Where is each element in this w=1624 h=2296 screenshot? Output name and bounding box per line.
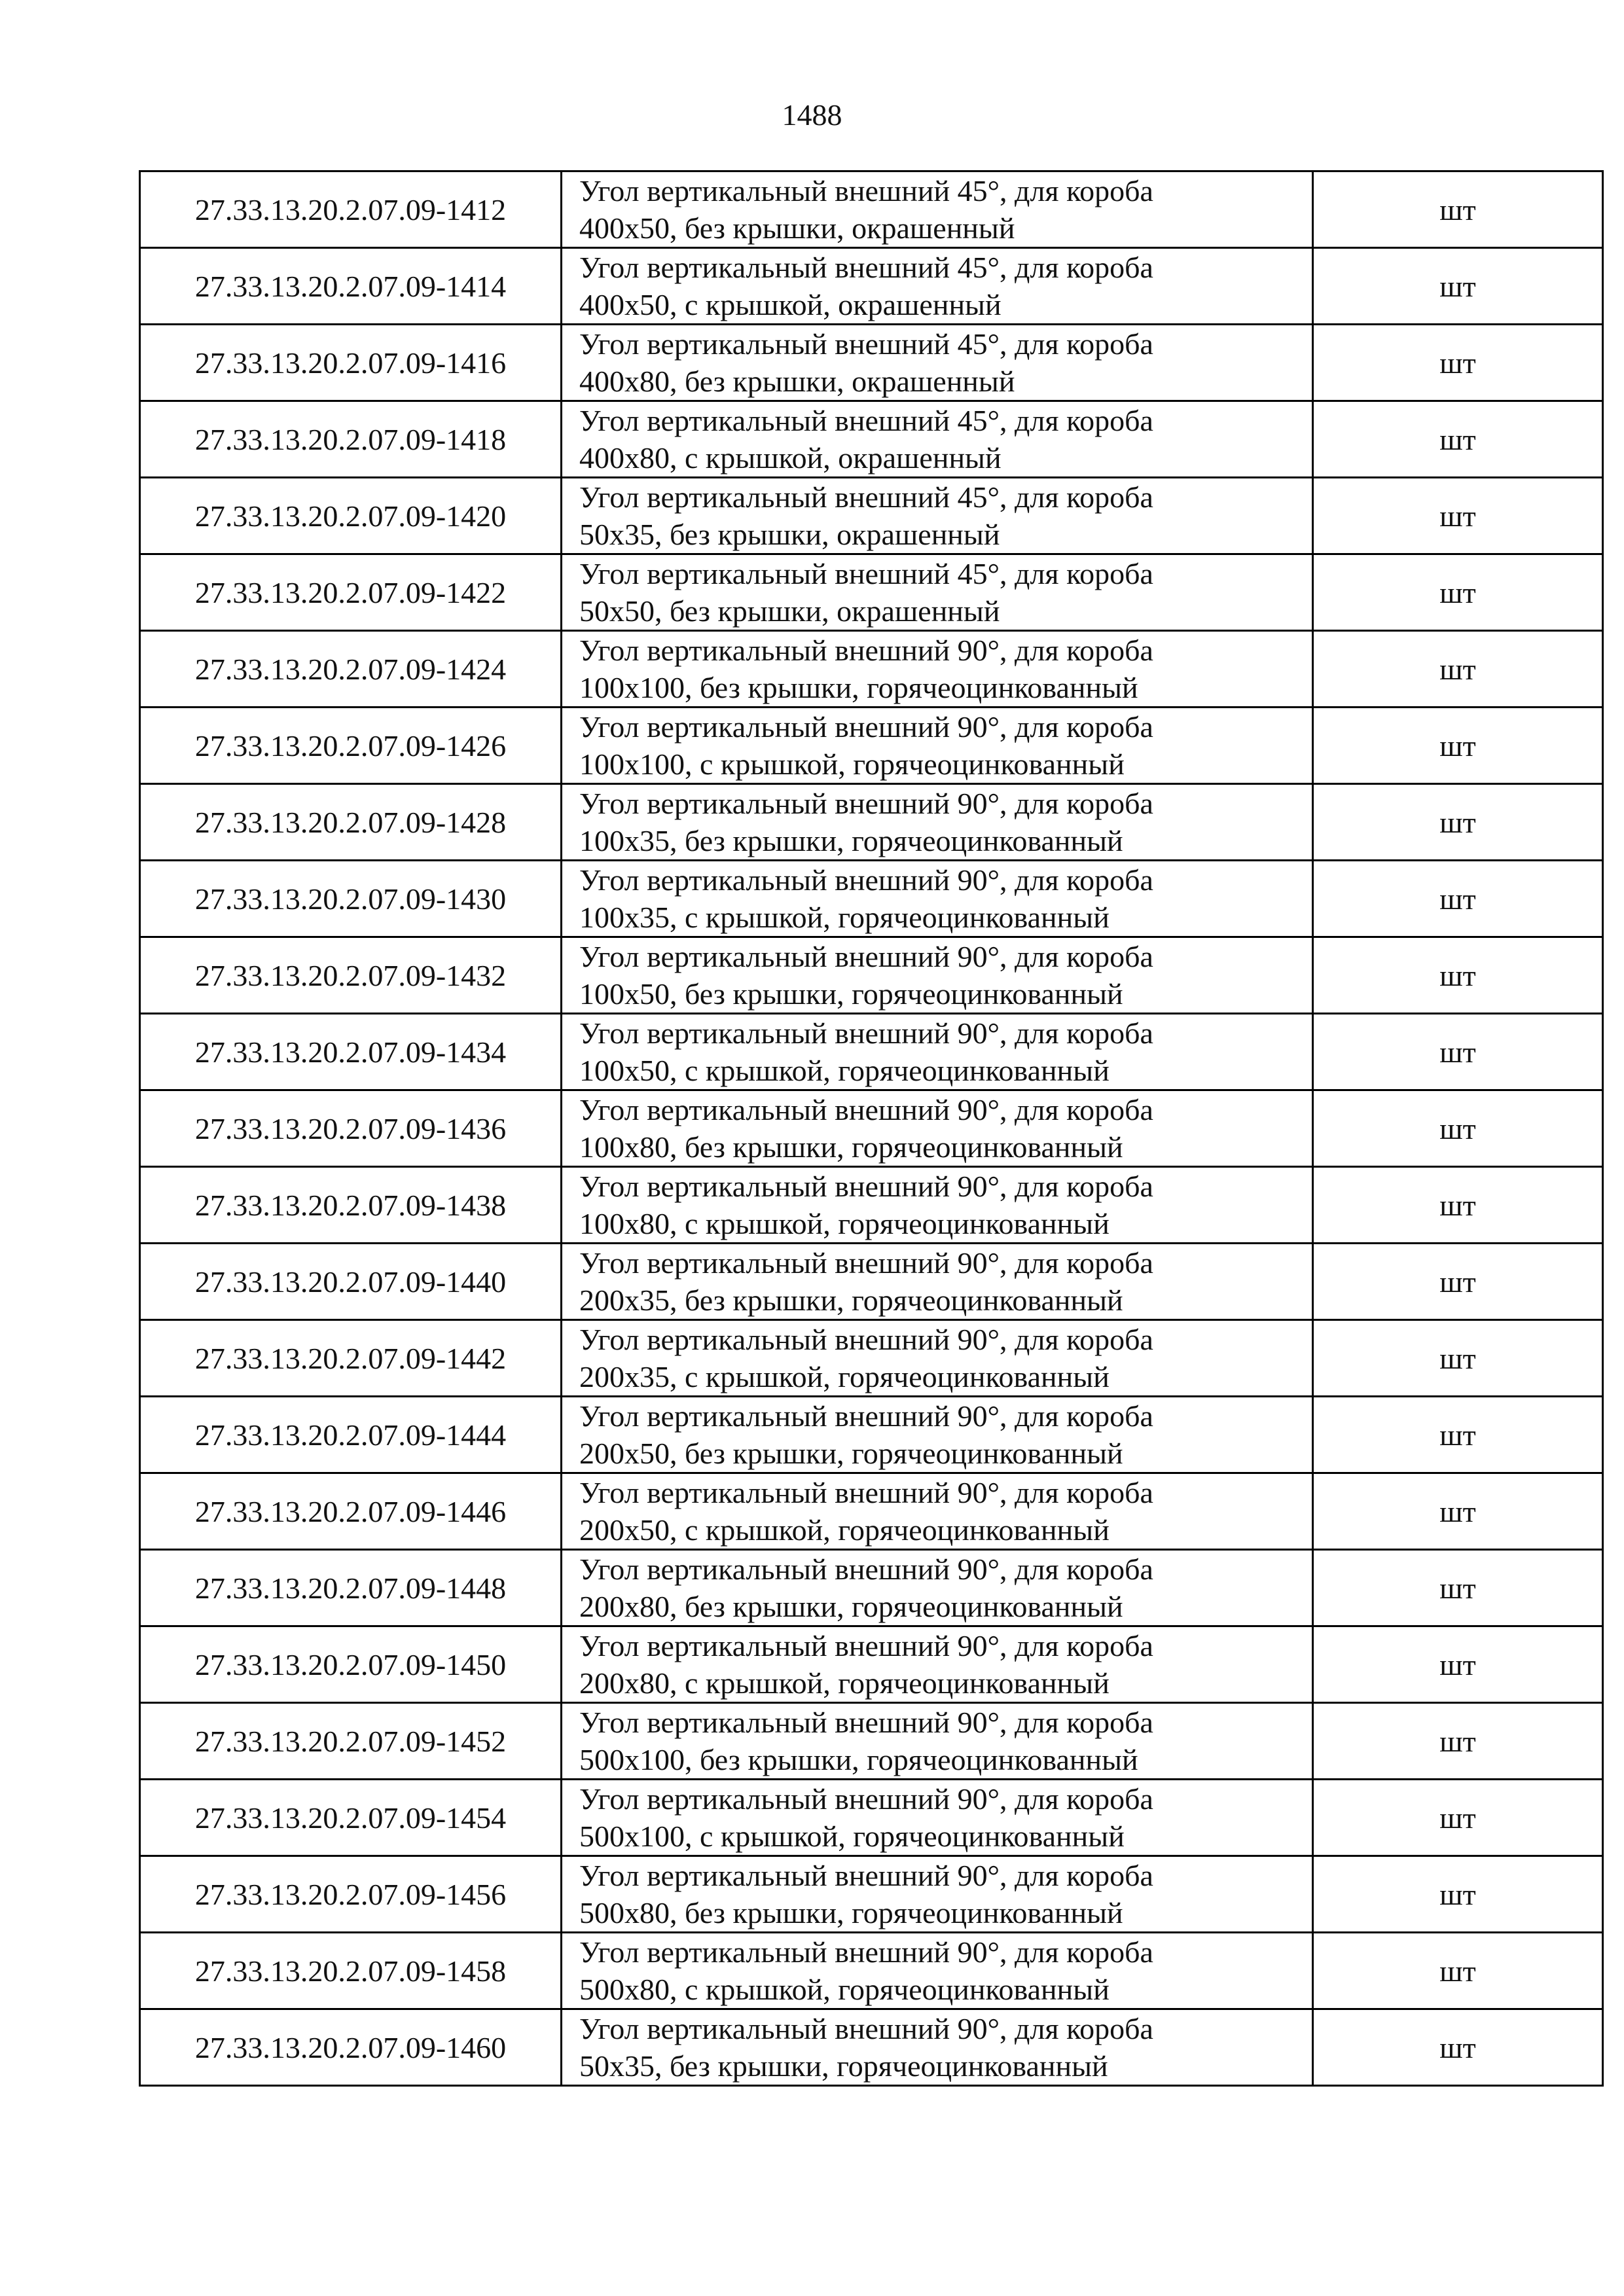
item-unit: шт (1313, 1397, 1603, 1473)
item-name-line-1: Угол вертикальный внешний 90°, для короба (579, 1706, 1153, 1739)
item-name (562, 554, 1313, 631)
table-row (140, 325, 1603, 401)
table-row (140, 1856, 1603, 1933)
item-name-line-2: 100х100, без крышки, горячеоцинкованный (579, 671, 1138, 704)
item-name-line-2: 400х80, с крышкой, окрашенный (579, 441, 1001, 475)
item-code: 27.33.13.20.2.07.09-1412 (140, 171, 562, 248)
item-code: 27.33.13.20.2.07.09-1458 (140, 1933, 562, 2009)
item-name-line-1: Угол вертикальный внешний 90°, для короба (579, 940, 1153, 973)
item-name (562, 861, 1313, 937)
item-code: 27.33.13.20.2.07.09-1416 (140, 325, 562, 401)
item-code: 27.33.13.20.2.07.09-1430 (140, 861, 562, 937)
item-name (562, 1703, 1313, 1780)
item-unit: шт (1313, 784, 1603, 861)
item-code: 27.33.13.20.2.07.09-1452 (140, 1703, 562, 1780)
item-unit: шт (1313, 1703, 1603, 1780)
item-code: 27.33.13.20.2.07.09-1418 (140, 401, 562, 478)
item-code: 27.33.13.20.2.07.09-1414 (140, 248, 562, 325)
item-name (562, 1014, 1313, 1090)
item-name-line-1: Угол вертикальный внешний 90°, для короба (579, 710, 1153, 744)
item-code: 27.33.13.20.2.07.09-1420 (140, 478, 562, 554)
table-row (140, 1473, 1603, 1550)
item-name-line-1: Угол вертикальный внешний 90°, для короба (579, 1399, 1153, 1433)
item-name-line-1: Угол вертикальный внешний 90°, для короба (579, 1323, 1153, 1356)
item-name (562, 1320, 1313, 1397)
item-name (562, 248, 1313, 325)
item-unit: шт (1313, 1014, 1603, 1090)
item-name (562, 1933, 1313, 2009)
item-unit: шт (1313, 1167, 1603, 1244)
item-name (562, 1626, 1313, 1703)
item-name-line-2: 500х100, без крышки, горячеоцинкованный (579, 1743, 1138, 1776)
item-unit: шт (1313, 1780, 1603, 1856)
table-row (140, 1933, 1603, 2009)
table-row (140, 1550, 1603, 1626)
item-name-line-2: 200х35, с крышкой, горячеоцинкованный (579, 1360, 1110, 1393)
item-name-line-2: 200х50, без крышки, горячеоцинкованный (579, 1437, 1123, 1470)
item-name (562, 708, 1313, 784)
item-name-line-2: 100х35, без крышки, горячеоцинкованный (579, 824, 1123, 857)
item-name (562, 937, 1313, 1014)
item-name-line-1: Угол вертикальный внешний 90°, для короба (579, 1859, 1153, 1892)
item-unit: шт (1313, 1244, 1603, 1320)
item-name-line-2: 100х50, без крышки, горячеоцинкованный (579, 977, 1123, 1011)
item-name-line-1: Угол вертикальный внешний 90°, для короба (579, 1552, 1153, 1586)
table-row (140, 1780, 1603, 1856)
item-name (562, 325, 1313, 401)
item-unit: шт (1313, 554, 1603, 631)
table-row (140, 1320, 1603, 1397)
item-code: 27.33.13.20.2.07.09-1460 (140, 2009, 562, 2086)
item-name-line-2: 400х50, без крышки, окрашенный (579, 211, 1015, 245)
item-name-line-2: 50х35, без крышки, окрашенный (579, 518, 1000, 551)
item-name-line-2: 100х35, с крышкой, горячеоцинкованный (579, 901, 1110, 934)
table-row (140, 248, 1603, 325)
item-name-line-1: Угол вертикальный внешний 90°, для короба (579, 1782, 1153, 1816)
item-name (562, 401, 1313, 478)
item-name-line-1: Угол вертикальный внешний 45°, для короба (579, 251, 1153, 284)
item-name-line-2: 100х80, с крышкой, горячеоцинкованный (579, 1207, 1110, 1240)
item-name-line-1: Угол вертикальный внешний 90°, для короба (579, 1170, 1153, 1203)
item-name-line-1: Угол вертикальный внешний 45°, для короба (579, 557, 1153, 590)
item-name-line-1: Угол вертикальный внешний 45°, для короба (579, 404, 1153, 437)
item-unit: шт (1313, 2009, 1603, 2086)
item-code: 27.33.13.20.2.07.09-1448 (140, 1550, 562, 1626)
item-name (562, 1397, 1313, 1473)
item-name (562, 1473, 1313, 1550)
table-row (140, 784, 1603, 861)
table-row (140, 2009, 1603, 2086)
item-code: 27.33.13.20.2.07.09-1432 (140, 937, 562, 1014)
item-unit: шт (1313, 708, 1603, 784)
item-unit: шт (1313, 1856, 1603, 1933)
item-name-line-2: 500х80, без крышки, горячеоцинкованный (579, 1896, 1123, 1929)
item-code: 27.33.13.20.2.07.09-1436 (140, 1090, 562, 1167)
item-name-line-2: 200х50, с крышкой, горячеоцинкованный (579, 1513, 1110, 1547)
item-name-line-1: Угол вертикальный внешний 90°, для короба (579, 1476, 1153, 1509)
item-code: 27.33.13.20.2.07.09-1422 (140, 554, 562, 631)
item-name-line-1: Угол вертикальный внешний 90°, для короба (579, 787, 1153, 820)
item-name-line-1: Угол вертикальный внешний 45°, для короба (579, 480, 1153, 514)
item-name (562, 1244, 1313, 1320)
item-unit: шт (1313, 1933, 1603, 2009)
item-code: 27.33.13.20.2.07.09-1434 (140, 1014, 562, 1090)
item-name (562, 1856, 1313, 1933)
table-row (140, 1397, 1603, 1473)
table-row (140, 937, 1603, 1014)
item-name-line-2: 200х80, без крышки, горячеоцинкованный (579, 1590, 1123, 1623)
item-name-line-2: 500х100, с крышкой, горячеоцинкованный (579, 1820, 1125, 1853)
page-number: 1488 (782, 98, 842, 132)
table-row (140, 1014, 1603, 1090)
table-row (140, 1167, 1603, 1244)
table-row (140, 631, 1603, 708)
item-name-line-2: 100х50, с крышкой, горячеоцинкованный (579, 1054, 1110, 1087)
table-row (140, 478, 1603, 554)
item-name-line-2: 50х50, без крышки, окрашенный (579, 594, 1000, 628)
item-name (562, 1090, 1313, 1167)
item-unit: шт (1313, 1473, 1603, 1550)
item-name-line-2: 200х80, с крышкой, горячеоцинкованный (579, 1666, 1110, 1700)
item-name (562, 784, 1313, 861)
item-unit: шт (1313, 325, 1603, 401)
item-name (562, 478, 1313, 554)
table-row (140, 861, 1603, 937)
item-name-line-2: 50х35, без крышки, горячеоцинкованный (579, 2049, 1108, 2083)
item-unit: шт (1313, 1320, 1603, 1397)
item-code: 27.33.13.20.2.07.09-1440 (140, 1244, 562, 1320)
table-row (140, 1244, 1603, 1320)
item-code: 27.33.13.20.2.07.09-1446 (140, 1473, 562, 1550)
item-name-line-2: 400х80, без крышки, окрашенный (579, 365, 1015, 398)
item-name-line-2: 400х50, с крышкой, окрашенный (579, 288, 1001, 321)
item-code: 27.33.13.20.2.07.09-1428 (140, 784, 562, 861)
item-code: 27.33.13.20.2.07.09-1454 (140, 1780, 562, 1856)
item-unit: шт (1313, 937, 1603, 1014)
table-row (140, 1703, 1603, 1780)
item-name-line-1: Угол вертикальный внешний 90°, для короба (579, 1629, 1153, 1662)
item-name (562, 171, 1313, 248)
item-unit: шт (1313, 1626, 1603, 1703)
item-unit: шт (1313, 861, 1603, 937)
item-name-line-2: 100х80, без крышки, горячеоцинкованный (579, 1130, 1123, 1164)
item-unit: шт (1313, 631, 1603, 708)
item-name-line-1: Угол вертикальный внешний 45°, для короба (579, 327, 1153, 361)
item-unit: шт (1313, 248, 1603, 325)
item-unit: шт (1313, 401, 1603, 478)
item-name (562, 631, 1313, 708)
item-name (562, 1167, 1313, 1244)
item-name-line-1: Угол вертикальный внешний 45°, для короба (579, 174, 1153, 207)
item-name-line-1: Угол вертикальный внешний 90°, для короба (579, 1093, 1153, 1126)
item-name (562, 1550, 1313, 1626)
item-unit: шт (1313, 1090, 1603, 1167)
item-code: 27.33.13.20.2.07.09-1426 (140, 708, 562, 784)
table-row (140, 554, 1603, 631)
item-name-line-2: 100х100, с крышкой, горячеоцинкованный (579, 747, 1125, 781)
table-row (140, 401, 1603, 478)
items-table (139, 170, 1604, 2087)
table-row (140, 708, 1603, 784)
table-row (140, 171, 1603, 248)
item-name (562, 2009, 1313, 2086)
item-code: 27.33.13.20.2.07.09-1424 (140, 631, 562, 708)
item-code: 27.33.13.20.2.07.09-1450 (140, 1626, 562, 1703)
item-code: 27.33.13.20.2.07.09-1438 (140, 1167, 562, 1244)
item-name-line-1: Угол вертикальный внешний 90°, для короба (579, 1935, 1153, 1969)
table-row (140, 1090, 1603, 1167)
item-name-line-1: Угол вертикальный внешний 90°, для короба (579, 1246, 1153, 1280)
item-unit: шт (1313, 1550, 1603, 1626)
item-name-line-1: Угол вертикальный внешний 90°, для короба (579, 1016, 1153, 1050)
table-row (140, 1626, 1603, 1703)
item-unit: шт (1313, 171, 1603, 248)
item-unit: шт (1313, 478, 1603, 554)
item-code: 27.33.13.20.2.07.09-1456 (140, 1856, 562, 1933)
item-name-line-1: Угол вертикальный внешний 90°, для короба (579, 2012, 1153, 2045)
item-code: 27.33.13.20.2.07.09-1442 (140, 1320, 562, 1397)
item-name-line-2: 200х35, без крышки, горячеоцинкованный (579, 1283, 1123, 1317)
item-name (562, 1780, 1313, 1856)
item-name-line-2: 500х80, с крышкой, горячеоцинкованный (579, 1973, 1110, 2006)
item-code: 27.33.13.20.2.07.09-1444 (140, 1397, 562, 1473)
item-name-line-1: Угол вертикальный внешний 90°, для короба (579, 634, 1153, 667)
item-name-line-1: Угол вертикальный внешний 90°, для короба (579, 863, 1153, 897)
